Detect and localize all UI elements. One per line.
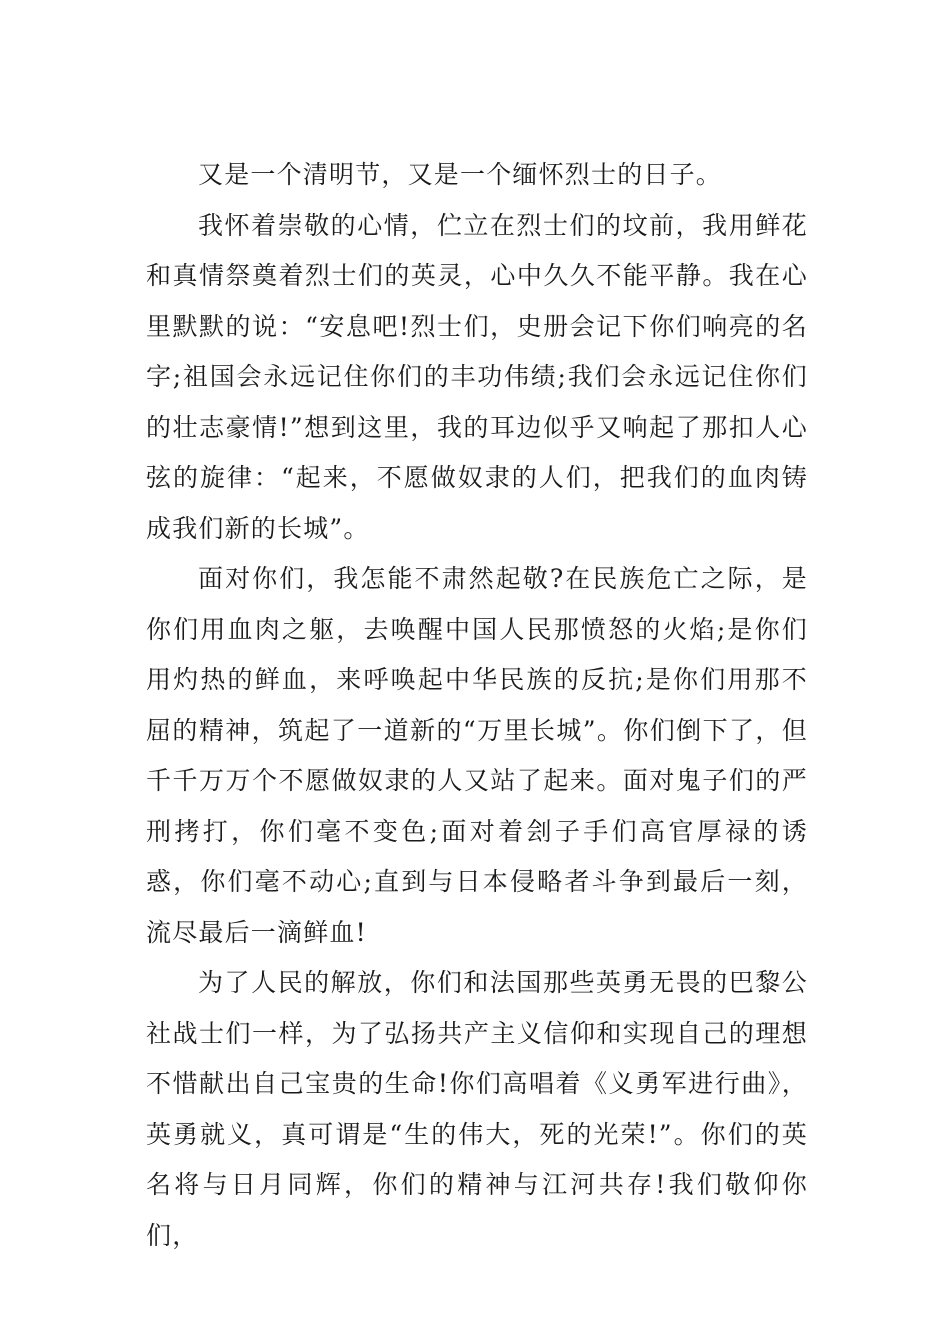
paragraph-1: 又是一个清明节，又是一个缅怀烈士的日子。 — [198, 160, 723, 189]
paragraph-2: 我怀着崇敬的心情，伫立在烈士们的坟前，我用鲜花和真情祭奠着烈士们的英灵，心中久久不能平静。我在心里默默的说：“安息吧!烈士们，史册会记下你们响亮的名字;祖国会永远记住你们的丰功伟绩;我们会永远记住你们的壮志豪情!”想到这里，我的耳边似乎又响起了那扣人心弦的旋律：“起来，不愿做奴隶的人们，把我们的血肉铸成我们新的长城”。 — [146, 210, 808, 543]
article-body — [146, 150, 808, 1261]
paragraph-3: 面对你们，我怎能不肃然起敬?在民族危亡之际，是你们用血肉之躯，去唤醒中国人民那愤怒的火焰;是你们用灼热的鲜血，来呼唤起中华民族的反抗;是你们用那不屈的精神，筑起了一道新的“万里长城”。你们倒下了，但千千万万个不愿做奴隶的人又站了起来。面对鬼子们的严刑拷打，你们毫不变色;面对着刽子手们高官厚禄的诱惑，你们毫不动心;直到与日本侵略者斗争到最后一刻，流尽最后一滴鲜血! — [146, 564, 808, 947]
paragraph-4: 为了人民的解放，你们和法国那些英勇无畏的巴黎公社战士们一样，为了弘扬共产主义信仰和实现自己的理想不惜献出自己宝贵的生命!你们高唱着《义勇军进行曲》，英勇就义，真可谓是“生的伟大，死的光荣!”。你们的英名将与日月同辉，你们的精神与江河共存!我们敬仰你们， — [146, 968, 808, 1250]
